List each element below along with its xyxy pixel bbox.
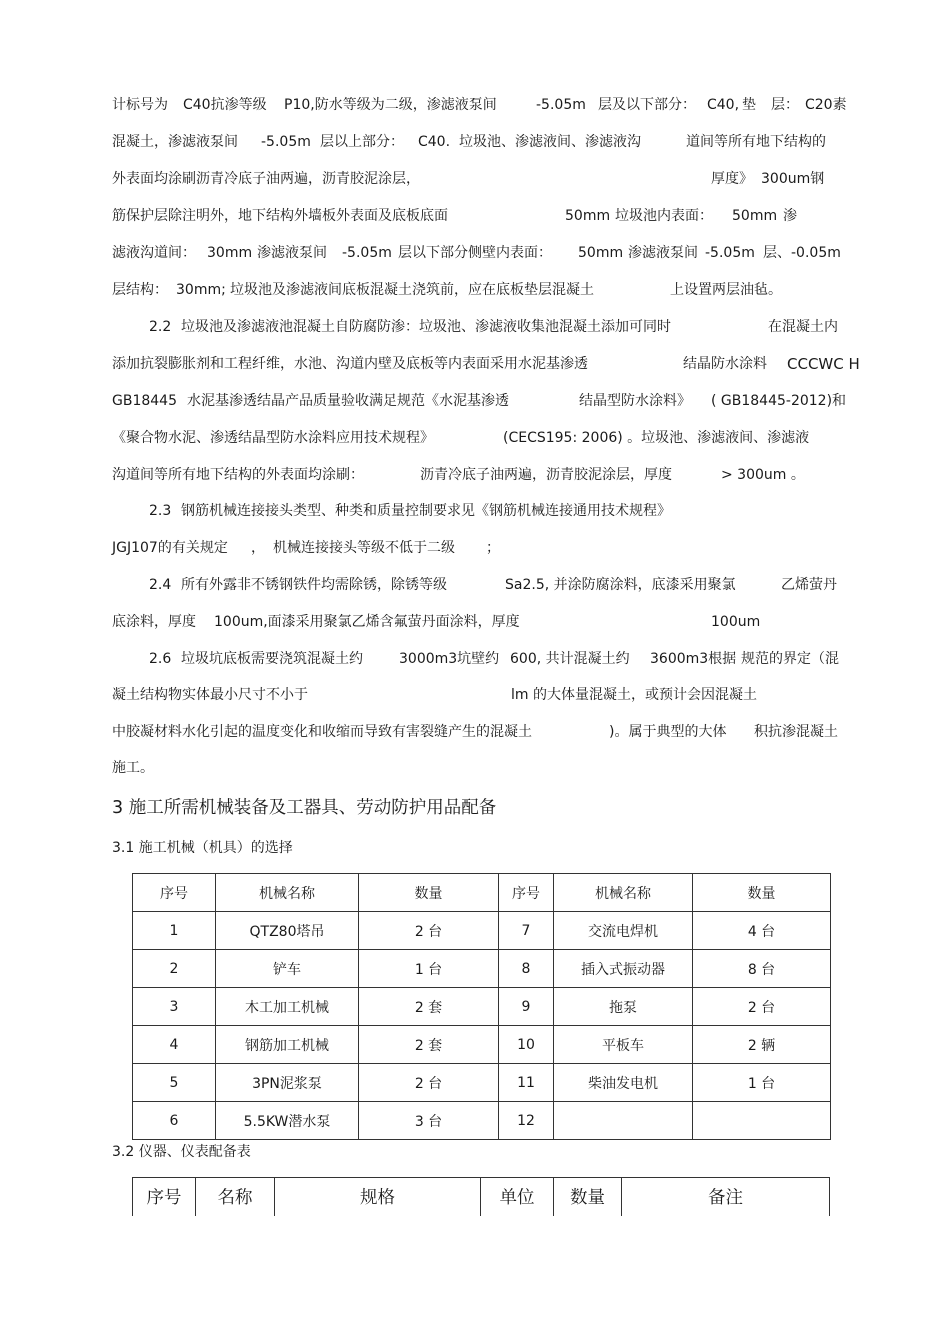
table-cell: 3 台 <box>359 1102 499 1140</box>
text-run: 沟道间等所有地下结构的外表面均涂刷： <box>112 467 364 483</box>
table-cell: 1 <box>133 912 216 950</box>
table-header-cell: 规格 <box>275 1178 481 1216</box>
text-run: )。属于典型的大体 <box>609 724 727 740</box>
table-row <box>133 950 831 988</box>
text-run: 筋保护层除注明外，地下结构外墙板外表面及底板底面 <box>112 208 448 224</box>
machinery-table <box>132 873 831 1140</box>
text-run: 50mm <box>732 208 778 224</box>
text-run: > 300um 。 <box>721 467 805 483</box>
table-row <box>133 1064 831 1102</box>
text-run: 在混凝土内 <box>768 319 838 335</box>
table-cell: 12 <box>499 1102 554 1140</box>
table-header-cell: 数量 <box>693 874 831 912</box>
text-run: C40, <box>707 97 740 113</box>
table-cell: 6 <box>133 1102 216 1140</box>
text-run: 50mm <box>565 208 611 224</box>
text-run: 3600m3根据 <box>650 651 737 667</box>
text-run: 积抗渗混凝土 <box>754 724 838 740</box>
text-run: 300um钢 <box>761 171 825 187</box>
text-run: 规范的界定（混 <box>741 651 839 667</box>
table-cell: 2 辆 <box>693 1026 831 1064</box>
text-run: 结晶防水涂料 <box>683 356 767 372</box>
table-cell: 交流电焊机 <box>554 912 693 950</box>
table-cell: 3 <box>133 988 216 1026</box>
text-run: 道间等所有地下结构的 <box>686 134 826 150</box>
text-run: 凝土结构物实体最小尺寸不小于 <box>112 687 308 703</box>
table-header-cell: 数量 <box>359 874 499 912</box>
text-run: 滤液沟道间： <box>112 245 196 261</box>
text-run: 100um,面漆采用聚氯乙烯含氟萤丹面涂料，厚度 <box>214 614 520 630</box>
table-header-cell: 数量 <box>554 1178 622 1216</box>
table-cell: 柴油发电机 <box>554 1064 693 1102</box>
text-run: C40. <box>418 134 451 150</box>
text-run: 外表面均涂刷沥青冷底子油两遍，沥青胶泥涂层， <box>112 171 420 187</box>
text-run: 30mm <box>207 245 253 261</box>
table-cell: 7 <box>499 912 554 950</box>
table-cell: 1 台 <box>359 950 499 988</box>
table-header-cell: 机械名称 <box>216 874 359 912</box>
text-run: 垃圾池、渗滤液间、渗滤液沟 <box>459 134 641 150</box>
text-run: 沥青冷底子油两遍，沥青胶泥涂层，厚度 <box>420 467 672 483</box>
table-header-cell: 单位 <box>481 1178 554 1216</box>
text-run: 层结构： <box>112 282 168 298</box>
text-run: 层以上部分： <box>320 134 404 150</box>
table-header-cell: 序号 <box>133 874 216 912</box>
text-run: 渗滤液泵间 <box>628 245 698 261</box>
text-run: -5.05m <box>536 97 586 113</box>
text-run: 渗 <box>783 208 797 224</box>
table-header-cell: 序号 <box>499 874 554 912</box>
table-cell: 2 台 <box>359 912 499 950</box>
text-run: 层以下部分侧壁内表面： <box>398 245 552 261</box>
text-run: P10,防水等级为二级，渗滤液泵间 <box>284 97 497 113</box>
table-cell: 11 <box>499 1064 554 1102</box>
table-cell: 钢筋加工机械 <box>216 1026 359 1064</box>
text-run: GB18445 <box>112 393 177 409</box>
text-run: 层及以下部分： <box>598 97 696 113</box>
table-header-cell: 机械名称 <box>554 874 693 912</box>
text-run: 3000m3坑壁约 <box>399 651 500 667</box>
section-number: 2.4 <box>149 577 172 593</box>
table-cell: 5.5KW潜水泵 <box>216 1102 359 1140</box>
text-run: 添加抗裂膨胀剂和工程纤维，水池、沟道内壁及底板等内表面采用水泥基渗透 <box>112 356 588 372</box>
table-cell: 5 <box>133 1064 216 1102</box>
table-cell: 平板车 <box>554 1026 693 1064</box>
table-cell: 拖泵 <box>554 988 693 1026</box>
table-cell: 4 <box>133 1026 216 1064</box>
text-run: 垫 <box>742 97 756 113</box>
text-run: 垃圾池及渗滤液间底板混凝土浇筑前，应在底板垫层混凝土 <box>230 282 594 298</box>
text-run: 层： <box>771 97 799 113</box>
text-run: C40抗渗等级 <box>183 97 267 113</box>
text-run: 600, 共计混凝土约 <box>510 651 630 667</box>
section-number: 2.3 <box>149 503 172 519</box>
text-run: 中胶凝材料水化引起的温度变化和收缩而导致有害裂缝产生的混凝土 <box>112 724 532 740</box>
text-run: ( GB18445-2012)和 <box>711 393 847 409</box>
text-run: 100um <box>711 614 761 630</box>
text-run: 层、-0.05m <box>763 245 841 261</box>
table-cell: 3PN泥浆泵 <box>216 1064 359 1102</box>
table-row <box>133 912 831 950</box>
text-run: 乙烯萤丹 <box>781 577 837 593</box>
text-run: 施工。 <box>112 760 154 776</box>
table-row <box>133 988 831 1026</box>
section-3-1-heading: 3.1 施工机械（机具）的选择 <box>112 840 293 856</box>
text-run: 上设置两层油毡。 <box>670 282 782 298</box>
table-cell <box>554 1102 693 1140</box>
text-run: (CECS195: 2006) 。垃圾池、渗滤液间、渗滤液 <box>503 430 810 446</box>
instrument-table <box>132 1177 830 1216</box>
table-cell: 8 台 <box>693 950 831 988</box>
text-run: 垃圾池内表面： <box>615 208 713 224</box>
text-run: -5.05m <box>261 134 311 150</box>
section-3-heading: 3 施工所需机械装备及工器具、劳动防护用品配备 <box>112 798 497 818</box>
text-run: 所有外露非不锈钢铁件均需除锈，除锈等级 <box>181 577 447 593</box>
table-cell: 2 套 <box>359 1026 499 1064</box>
table-cell: 10 <box>499 1026 554 1064</box>
text-run: -5.05m <box>342 245 392 261</box>
text-run: 厚度》 <box>711 171 753 187</box>
text-run: ， <box>251 540 265 556</box>
text-run: -5.05m <box>705 245 755 261</box>
table-cell: 2 台 <box>359 1064 499 1102</box>
text-run: 钢筋机械连接接头类型、种类和质量控制要求见《钢筋机械连接通用技术规程》 <box>181 503 671 519</box>
table-cell: 1 台 <box>693 1064 831 1102</box>
table-cell: 2 套 <box>359 988 499 1026</box>
text-run: 结晶型防水涂料》 <box>579 393 691 409</box>
text-run: 计标号为 <box>112 97 168 113</box>
table-header-row <box>133 1178 830 1216</box>
text-run: 垃圾池及渗滤液池混凝土自防腐防渗：垃圾池、渗滤液收集池混凝土添加可同时 <box>181 319 671 335</box>
table-row <box>133 1026 831 1064</box>
text-run: 混凝土，渗滤液泵间 <box>112 134 238 150</box>
text-run: 《聚合物水泥、渗透结晶型防水涂料应用技术规程》 <box>112 430 434 446</box>
table-cell: QTZ80塔吊 <box>216 912 359 950</box>
text-run: 渗滤液泵间 <box>257 245 327 261</box>
text-run: 机械连接接头等级不低于二级 <box>273 540 455 556</box>
table-cell: 4 台 <box>693 912 831 950</box>
text-run: C20素 <box>805 97 847 113</box>
table-cell <box>693 1102 831 1140</box>
text-run: 30mm; <box>176 282 226 298</box>
section-number: 2.2 <box>149 319 172 335</box>
table-header-cell: 名称 <box>196 1178 275 1216</box>
text-run: ； <box>486 540 500 556</box>
text-run: 垃圾坑底板需要浇筑混凝土约 <box>181 651 363 667</box>
table-header-cell: 序号 <box>133 1178 196 1216</box>
text-run: JGJ107的有关规定 <box>112 540 228 556</box>
table-cell: 铲车 <box>216 950 359 988</box>
table-cell: 9 <box>499 988 554 1026</box>
table-cell: 2 <box>133 950 216 988</box>
table-header-row <box>133 874 831 912</box>
text-run: lm 的大体量混凝土，或预计会因混凝土 <box>511 687 757 703</box>
table-cell: 插入式振动器 <box>554 950 693 988</box>
text-run: 底涂料，厚度 <box>112 614 196 630</box>
table-cell: 8 <box>499 950 554 988</box>
table-header-cell: 备注 <box>622 1178 830 1216</box>
table-cell: 2 台 <box>693 988 831 1026</box>
text-run: 水泥基渗透结晶产品质量验收满足规范《水泥基渗透 <box>187 393 509 409</box>
text-run: Sa2.5, 并涂防腐涂料，底漆采用聚氯 <box>505 577 736 593</box>
table-row <box>133 1102 831 1140</box>
text-run: 50mm <box>578 245 624 261</box>
section-number: 2.6 <box>149 651 172 667</box>
table-cell: 木工加工机械 <box>216 988 359 1026</box>
text-run: CCCWC H <box>787 355 860 373</box>
section-3-2-heading: 3.2 仪器、仪表配备表 <box>112 1144 251 1160</box>
